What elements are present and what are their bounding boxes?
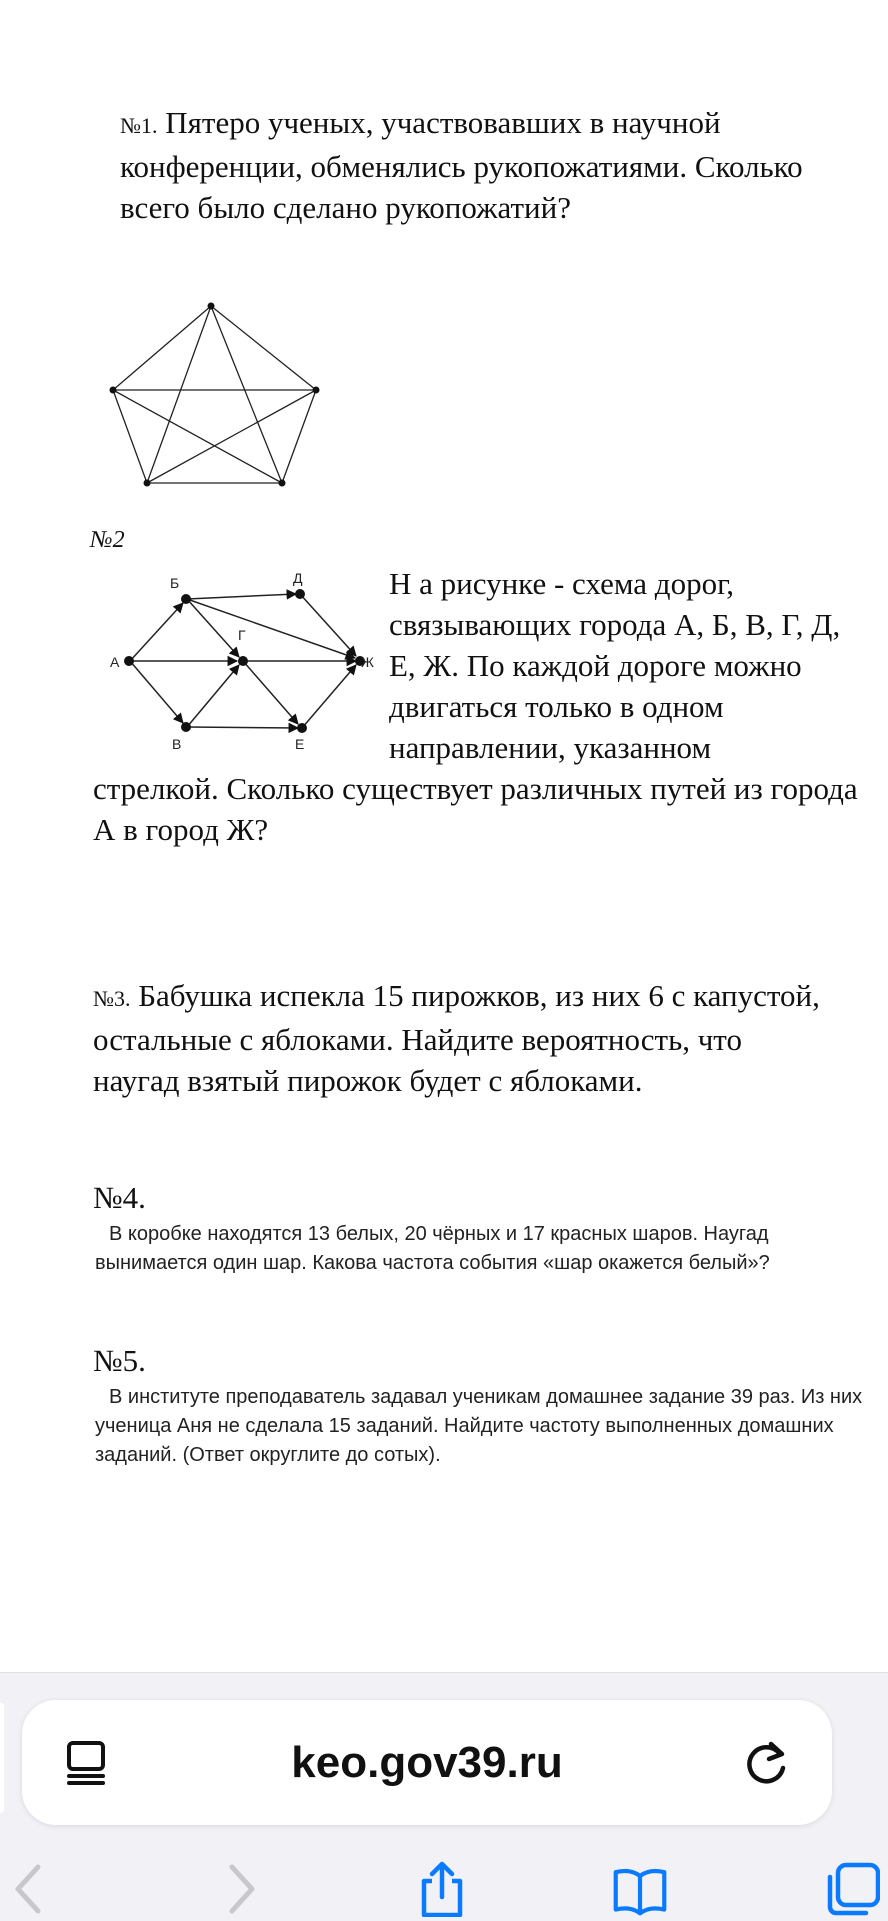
node-g — [238, 656, 248, 666]
address-bar[interactable] — [22, 1700, 832, 1825]
task2-number: №2 — [90, 527, 125, 553]
node-b — [181, 594, 191, 604]
graph-vertex — [313, 387, 320, 394]
task4-number: №4. — [93, 1180, 146, 1215]
road-scheme-figure — [110, 565, 385, 755]
tabs-icon[interactable] — [824, 1861, 880, 1917]
graph-vertex — [144, 480, 151, 487]
graph-edge — [113, 390, 147, 483]
task3-number: №3. — [93, 986, 131, 1011]
road-a-b — [130, 603, 183, 661]
url-text[interactable]: keo.gov39.ru — [291, 1738, 563, 1787]
road-v-e — [187, 727, 298, 728]
label-d: Д — [293, 570, 303, 586]
graph-edge — [211, 306, 316, 390]
graph-vertex — [279, 480, 286, 487]
node-v — [181, 722, 191, 732]
browser-chrome — [0, 1672, 888, 1921]
graph-edge — [147, 306, 211, 483]
task1-number: №1. — [120, 113, 158, 138]
tab-edge — [0, 1703, 4, 1813]
task2-text-part2: стрелкой. Сколько существует различных путей из города А в город Ж? — [93, 771, 858, 847]
task2-text-part1: Н а рисунке - схема дорог, связывающих города А, Б, В, Г, Д, Е, Ж. По каждой дороге можно двигаться только в одном направлении, указанном — [389, 566, 841, 765]
label-e: Е — [295, 736, 305, 752]
label-v: В — [172, 736, 182, 752]
reader-icon[interactable] — [64, 1740, 108, 1786]
node-e — [297, 723, 307, 733]
road-g-e — [243, 661, 298, 724]
node-d — [295, 589, 305, 599]
graph-edge — [211, 306, 282, 483]
reload-icon[interactable] — [742, 1738, 792, 1788]
graph-edge — [147, 390, 316, 483]
graph-edge — [282, 390, 316, 483]
label-b: Б — [170, 575, 180, 591]
back-icon[interactable] — [2, 1861, 58, 1917]
graph-vertex — [208, 303, 215, 310]
task1-text: Пятеро ученых, участвовавших в научной конференции, обменялись рукопожатиями. Сколько всего было сделано рукопожатий? — [120, 105, 803, 225]
label-g: Г — [238, 627, 246, 643]
road-b-zh — [187, 599, 355, 658]
node-a — [124, 656, 134, 666]
road-v-g — [187, 665, 239, 727]
task5-text: В институте преподаватель задавал ученикам домашнее задание 39 раз. Из них ученица Аня не сделала 15 заданий. Найдите частоту выполненных домашних заданий. (Ответ округлите до сотых). — [95, 1386, 863, 1466]
task1-paragraph — [120, 102, 820, 228]
road-e-zh — [302, 665, 356, 728]
share-icon[interactable] — [414, 1861, 470, 1917]
road-a-v — [130, 661, 183, 723]
handshake-graph-figure — [100, 295, 330, 495]
road-d-zh — [300, 594, 356, 656]
task3-text: Бабушка испекла 15 пирожков, из них 6 с капустой, остальные с яблоками. Найдите вероятность, что наугад взятый пирожок будет с яблоками. — [93, 978, 820, 1098]
label-a: А — [110, 654, 120, 670]
graph-edge — [113, 390, 282, 483]
task5-number: №5. — [93, 1343, 146, 1378]
bookmarks-icon[interactable] — [612, 1861, 668, 1917]
forward-icon[interactable] — [212, 1861, 268, 1917]
graph-vertex — [110, 387, 117, 394]
task3-paragraph — [93, 975, 833, 1101]
label-zh: Ж — [361, 654, 374, 670]
task4-text: В коробке находятся 13 белых, 20 чёрных и 17 красных шаров. Наугад вынимается один шар. Какова частота события «шар окажется белый»? — [95, 1223, 770, 1274]
road-b-d — [187, 594, 296, 599]
